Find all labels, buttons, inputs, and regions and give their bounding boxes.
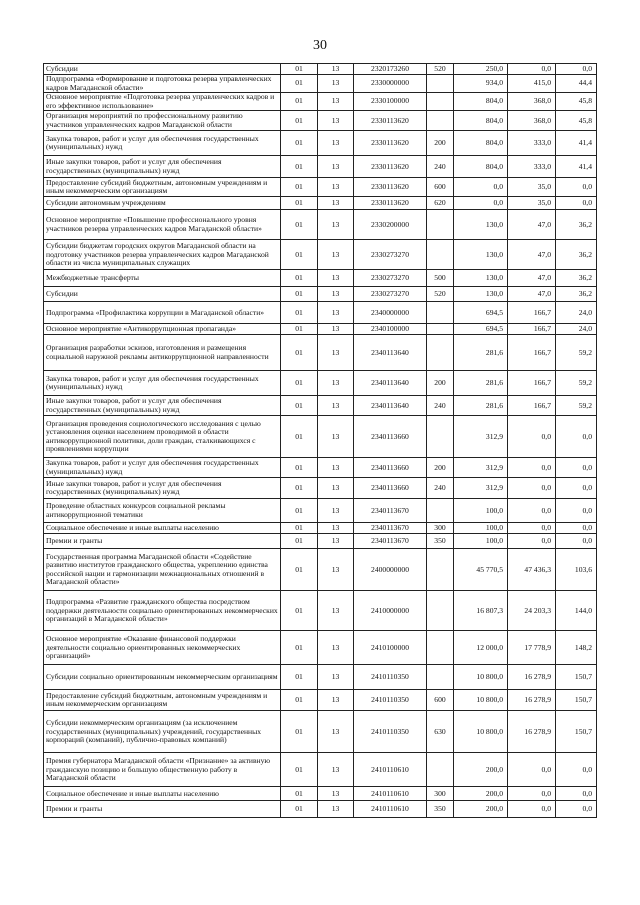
planned-amount: 100,0: [454, 534, 508, 549]
section-code: 01: [281, 711, 318, 753]
section-code: 01: [281, 665, 318, 690]
item-name: Государственная программа Магаданской области «Содействие развитию институтов гражданского общества, укреплению единства российской нации и гармонизации межнациональных отношений в Магаданской области»: [44, 549, 281, 591]
planned-amount: 10 800,0: [454, 690, 508, 711]
subsection-code: 13: [318, 178, 354, 197]
planned-amount: 312,9: [454, 416, 508, 458]
actual-amount: 0,0: [508, 787, 556, 801]
expense-type-code: 300: [427, 523, 454, 534]
section-code: 01: [281, 458, 318, 478]
expense-type-code: 350: [427, 801, 454, 818]
subsection-code: 13: [318, 324, 354, 335]
execution-percent: 150,7: [556, 665, 597, 690]
subsection-code: 13: [318, 156, 354, 178]
target-article-code: 2320173260: [354, 64, 427, 75]
table-row: [44, 324, 597, 335]
subsection-code: 13: [318, 371, 354, 396]
planned-amount: 130,0: [454, 270, 508, 287]
table-row: [44, 75, 597, 93]
table-row: [44, 131, 597, 156]
subsection-code: 13: [318, 93, 354, 111]
section-code: 01: [281, 499, 318, 523]
target-article-code: 2410110350: [354, 665, 427, 690]
actual-amount: 0,0: [508, 801, 556, 818]
execution-percent: 45,8: [556, 111, 597, 131]
item-name: Субсидии бюджетам городских округов Магаданской области на подготовку участников резерва управленческих кадров Магаданской области из числа муниципальных служащих: [44, 240, 281, 270]
target-article-code: 2330113620: [354, 178, 427, 197]
expense-type-code: 350: [427, 534, 454, 549]
section-code: 01: [281, 64, 318, 75]
section-code: 01: [281, 534, 318, 549]
execution-percent: 36,2: [556, 210, 597, 240]
actual-amount: 16 278,9: [508, 665, 556, 690]
expense-type-code: 500: [427, 270, 454, 287]
table-row: [44, 665, 597, 690]
subsection-code: 13: [318, 131, 354, 156]
item-name: Подпрограмма «Формирование и подготовка резерва управленческих кадров Магаданской области»: [44, 75, 281, 93]
table-row: [44, 458, 597, 478]
target-article-code: 2410110610: [354, 753, 427, 787]
planned-amount: 281,6: [454, 396, 508, 416]
actual-amount: 47,0: [508, 240, 556, 270]
subsection-code: 13: [318, 711, 354, 753]
table-row: [44, 523, 597, 534]
subsection-code: 13: [318, 801, 354, 818]
target-article-code: 2340113660: [354, 458, 427, 478]
item-name: Предоставление субсидий бюджетным, автономным учреждениям и иным некоммерческим организациям: [44, 178, 281, 197]
actual-amount: 47,0: [508, 270, 556, 287]
item-name: Премии и гранты: [44, 534, 281, 549]
subsection-code: 13: [318, 287, 354, 302]
expense-type-code: [427, 549, 454, 591]
expense-type-code: [427, 631, 454, 665]
planned-amount: 804,0: [454, 93, 508, 111]
planned-amount: 200,0: [454, 801, 508, 818]
actual-amount: 0,0: [508, 534, 556, 549]
execution-percent: 0,0: [556, 801, 597, 818]
subsection-code: 13: [318, 210, 354, 240]
item-name: Организация проведения социологического исследования с целью установления оценки населением проводимой в области антикоррупционной политики, доли граждан, сталкивающихся с проявлениями коррупции: [44, 416, 281, 458]
execution-percent: 0,0: [556, 197, 597, 210]
subsection-code: 13: [318, 75, 354, 93]
item-name: Предоставление субсидий бюджетным, автономным учреждениям и иным некоммерческим организациям: [44, 690, 281, 711]
expense-type-code: [427, 210, 454, 240]
target-article-code: 2410000000: [354, 591, 427, 631]
page-number: 30: [313, 38, 327, 53]
planned-amount: 200,0: [454, 787, 508, 801]
actual-amount: 0,0: [508, 753, 556, 787]
execution-percent: 103,6: [556, 549, 597, 591]
actual-amount: 16 278,9: [508, 690, 556, 711]
item-name: Закупка товаров, работ и услуг для обеспечения государственных (муниципальных) нужд: [44, 131, 281, 156]
section-code: 01: [281, 75, 318, 93]
section-code: 01: [281, 801, 318, 818]
actual-amount: 368,0: [508, 93, 556, 111]
item-name: Субсидии автономным учреждениям: [44, 197, 281, 210]
table-row: [44, 335, 597, 371]
actual-amount: 47,0: [508, 210, 556, 240]
section-code: 01: [281, 197, 318, 210]
subsection-code: 13: [318, 787, 354, 801]
actual-amount: 166,7: [508, 371, 556, 396]
target-article-code: 2340113670: [354, 523, 427, 534]
actual-amount: 0,0: [508, 499, 556, 523]
expense-type-code: [427, 302, 454, 324]
item-name: Основное мероприятие «Оказание финансовой поддержки деятельности социально ориентированных некоммерческих организаций»: [44, 631, 281, 665]
planned-amount: 804,0: [454, 156, 508, 178]
table-row: [44, 156, 597, 178]
section-code: 01: [281, 787, 318, 801]
section-code: 01: [281, 178, 318, 197]
table-row: [44, 690, 597, 711]
item-name: Закупка товаров, работ и услуг для обеспечения государственных (муниципальных) нужд: [44, 371, 281, 396]
planned-amount: 804,0: [454, 131, 508, 156]
execution-percent: 24,0: [556, 324, 597, 335]
expense-type-code: 520: [427, 287, 454, 302]
section-code: 01: [281, 210, 318, 240]
expense-type-code: [427, 335, 454, 371]
expense-type-code: [427, 93, 454, 111]
execution-percent: 36,2: [556, 240, 597, 270]
section-code: 01: [281, 371, 318, 396]
execution-percent: 41,4: [556, 131, 597, 156]
target-article-code: 2330113620: [354, 197, 427, 210]
item-name: Социальное обеспечение и иные выплаты населению: [44, 523, 281, 534]
expense-type-code: 200: [427, 371, 454, 396]
execution-percent: 0,0: [556, 178, 597, 197]
section-code: 01: [281, 324, 318, 335]
execution-percent: 0,0: [556, 787, 597, 801]
item-name: Субсидии некоммерческим организациям (за исключением государственных (муниципальных) учреждений, государственных корпораций (компаний), публично-правовых компаний): [44, 711, 281, 753]
execution-percent: 144,0: [556, 591, 597, 631]
table-row: [44, 111, 597, 131]
subsection-code: 13: [318, 591, 354, 631]
expense-type-code: [427, 111, 454, 131]
execution-percent: 0,0: [556, 534, 597, 549]
section-code: 01: [281, 93, 318, 111]
target-article-code: 2340100000: [354, 324, 427, 335]
subsection-code: 13: [318, 396, 354, 416]
item-name: Иные закупки товаров, работ и услуг для обеспечения государственных (муниципальных) нужд: [44, 478, 281, 499]
execution-percent: 0,0: [556, 753, 597, 787]
item-name: Субсидии социально ориентированным некоммерческим организациям: [44, 665, 281, 690]
section-code: 01: [281, 335, 318, 371]
target-article-code: 2330273270: [354, 240, 427, 270]
section-code: 01: [281, 416, 318, 458]
table-row: [44, 371, 597, 396]
table-row: [44, 549, 597, 591]
target-article-code: 2330100000: [354, 93, 427, 111]
item-name: Подпрограмма «Профилактика коррупции в Магаданской области»: [44, 302, 281, 324]
actual-amount: 0,0: [508, 458, 556, 478]
target-article-code: 2410110610: [354, 801, 427, 818]
expense-type-code: 300: [427, 787, 454, 801]
expense-type-code: 620: [427, 197, 454, 210]
subsection-code: 13: [318, 631, 354, 665]
execution-percent: 44,4: [556, 75, 597, 93]
item-name: Организация разработки эскизов, изготовления и размещения социальной наружной рекламы антикоррупционной направленности: [44, 335, 281, 371]
table-row: [44, 302, 597, 324]
actual-amount: 415,0: [508, 75, 556, 93]
execution-percent: 41,4: [556, 156, 597, 178]
target-article-code: 2410110350: [354, 690, 427, 711]
subsection-code: 13: [318, 335, 354, 371]
subsection-code: 13: [318, 416, 354, 458]
expense-type-code: 600: [427, 690, 454, 711]
planned-amount: 312,9: [454, 458, 508, 478]
target-article-code: 2330273270: [354, 270, 427, 287]
expense-type-code: 630: [427, 711, 454, 753]
subsection-code: 13: [318, 534, 354, 549]
target-article-code: 2340113640: [354, 335, 427, 371]
item-name: Премия губернатора Магаданской области «Признание» за активную гражданскую позицию и большую общественную работу в Магаданской области: [44, 753, 281, 787]
table-row: [44, 396, 597, 416]
execution-percent: 148,2: [556, 631, 597, 665]
expense-type-code: 200: [427, 131, 454, 156]
subsection-code: 13: [318, 478, 354, 499]
section-code: 01: [281, 270, 318, 287]
item-name: Межбюджетные трансферты: [44, 270, 281, 287]
actual-amount: 0,0: [508, 64, 556, 75]
target-article-code: 2340113640: [354, 396, 427, 416]
planned-amount: 0,0: [454, 178, 508, 197]
execution-percent: 0,0: [556, 64, 597, 75]
section-code: 01: [281, 396, 318, 416]
planned-amount: 130,0: [454, 287, 508, 302]
execution-percent: 0,0: [556, 478, 597, 499]
item-name: Социальное обеспечение и иные выплаты населению: [44, 787, 281, 801]
target-article-code: 2330273270: [354, 287, 427, 302]
expense-type-code: 600: [427, 178, 454, 197]
expense-type-code: [427, 75, 454, 93]
actual-amount: 35,0: [508, 197, 556, 210]
section-code: 01: [281, 240, 318, 270]
item-name: Субсидии: [44, 287, 281, 302]
table-body: [44, 64, 597, 818]
expense-type-code: 240: [427, 478, 454, 499]
item-name: Премии и гранты: [44, 801, 281, 818]
actual-amount: 166,7: [508, 335, 556, 371]
target-article-code: 2400000000: [354, 549, 427, 591]
actual-amount: 166,7: [508, 324, 556, 335]
target-article-code: 2340113670: [354, 534, 427, 549]
actual-amount: 47 436,3: [508, 549, 556, 591]
subsection-code: 13: [318, 270, 354, 287]
subsection-code: 13: [318, 240, 354, 270]
planned-amount: 250,0: [454, 64, 508, 75]
planned-amount: 100,0: [454, 523, 508, 534]
section-code: 01: [281, 302, 318, 324]
actual-amount: 0,0: [508, 416, 556, 458]
execution-percent: 59,2: [556, 335, 597, 371]
expense-type-code: 200: [427, 458, 454, 478]
target-article-code: 2330113620: [354, 156, 427, 178]
target-article-code: 2340113660: [354, 416, 427, 458]
expense-type-code: [427, 324, 454, 335]
table-row: [44, 93, 597, 111]
budget-table: [43, 63, 597, 818]
subsection-code: 13: [318, 523, 354, 534]
table-row: [44, 178, 597, 197]
expense-type-code: [427, 665, 454, 690]
planned-amount: 45 770,5: [454, 549, 508, 591]
subsection-code: 13: [318, 111, 354, 131]
section-code: 01: [281, 156, 318, 178]
subsection-code: 13: [318, 753, 354, 787]
section-code: 01: [281, 631, 318, 665]
item-name: Субсидии: [44, 64, 281, 75]
section-code: 01: [281, 549, 318, 591]
table-row: [44, 478, 597, 499]
planned-amount: 694,5: [454, 302, 508, 324]
item-name: Иные закупки товаров, работ и услуг для обеспечения государственных (муниципальных) нужд: [44, 396, 281, 416]
planned-amount: 12 000,0: [454, 631, 508, 665]
actual-amount: 333,0: [508, 156, 556, 178]
table-row: [44, 416, 597, 458]
table-row: [44, 64, 597, 75]
actual-amount: 16 278,9: [508, 711, 556, 753]
section-code: 01: [281, 753, 318, 787]
planned-amount: 804,0: [454, 111, 508, 131]
section-code: 01: [281, 111, 318, 131]
expense-type-code: 240: [427, 156, 454, 178]
actual-amount: 166,7: [508, 302, 556, 324]
table-row: [44, 787, 597, 801]
table-row: [44, 753, 597, 787]
actual-amount: 368,0: [508, 111, 556, 131]
section-code: 01: [281, 690, 318, 711]
target-article-code: 2340000000: [354, 302, 427, 324]
planned-amount: 10 800,0: [454, 665, 508, 690]
target-article-code: 2410100000: [354, 631, 427, 665]
expense-type-code: [427, 753, 454, 787]
execution-percent: 45,8: [556, 93, 597, 111]
expense-type-code: [427, 591, 454, 631]
expense-type-code: [427, 240, 454, 270]
target-article-code: 2330000000: [354, 75, 427, 93]
subsection-code: 13: [318, 197, 354, 210]
actual-amount: 166,7: [508, 396, 556, 416]
expense-type-code: 520: [427, 64, 454, 75]
table-row: [44, 287, 597, 302]
planned-amount: 0,0: [454, 197, 508, 210]
table-row: [44, 801, 597, 818]
target-article-code: 2330113620: [354, 111, 427, 131]
section-code: 01: [281, 478, 318, 499]
execution-percent: 0,0: [556, 458, 597, 478]
table-row: [44, 534, 597, 549]
table-row: [44, 240, 597, 270]
expense-type-code: [427, 416, 454, 458]
execution-percent: 59,2: [556, 396, 597, 416]
table-row: [44, 711, 597, 753]
subsection-code: 13: [318, 549, 354, 591]
planned-amount: 130,0: [454, 210, 508, 240]
execution-percent: 0,0: [556, 416, 597, 458]
expense-type-code: 240: [427, 396, 454, 416]
target-article-code: 2410110350: [354, 711, 427, 753]
planned-amount: 281,6: [454, 371, 508, 396]
section-code: 01: [281, 591, 318, 631]
planned-amount: 281,6: [454, 335, 508, 371]
section-code: 01: [281, 287, 318, 302]
actual-amount: 333,0: [508, 131, 556, 156]
item-name: Закупка товаров, работ и услуг для обеспечения государственных (муниципальных) нужд: [44, 458, 281, 478]
item-name: Организация мероприятий по профессиональному развитию участников управленческих кадров Магаданской области: [44, 111, 281, 131]
subsection-code: 13: [318, 458, 354, 478]
execution-percent: 36,2: [556, 270, 597, 287]
execution-percent: 24,0: [556, 302, 597, 324]
planned-amount: 10 800,0: [454, 711, 508, 753]
subsection-code: 13: [318, 302, 354, 324]
planned-amount: 16 807,3: [454, 591, 508, 631]
item-name: Основное мероприятие «Подготовка резерва управленческих кадров и его эффективное использование»: [44, 93, 281, 111]
target-article-code: 2330200000: [354, 210, 427, 240]
section-code: 01: [281, 131, 318, 156]
planned-amount: 130,0: [454, 240, 508, 270]
execution-percent: 36,2: [556, 287, 597, 302]
target-article-code: 2340113660: [354, 478, 427, 499]
table-row: [44, 270, 597, 287]
subsection-code: 13: [318, 690, 354, 711]
execution-percent: 59,2: [556, 371, 597, 396]
table-row: [44, 631, 597, 665]
planned-amount: 312,9: [454, 478, 508, 499]
item-name: Проведение областных конкурсов социальной рекламы антикоррупционной тематики: [44, 499, 281, 523]
table-row: [44, 197, 597, 210]
actual-amount: 0,0: [508, 523, 556, 534]
target-article-code: 2340113640: [354, 371, 427, 396]
planned-amount: 934,0: [454, 75, 508, 93]
planned-amount: 200,0: [454, 753, 508, 787]
actual-amount: 35,0: [508, 178, 556, 197]
execution-percent: 150,7: [556, 690, 597, 711]
item-name: Иные закупки товаров, работ и услуг для обеспечения государственных (муниципальных) нужд: [44, 156, 281, 178]
target-article-code: 2410110610: [354, 787, 427, 801]
planned-amount: 694,5: [454, 324, 508, 335]
table-row: [44, 210, 597, 240]
execution-percent: 0,0: [556, 499, 597, 523]
item-name: Подпрограмма «Развитие гражданского общества посредством поддержки деятельности социально ориентированных некоммерческих организаций в Магаданской области»: [44, 591, 281, 631]
item-name: Основное мероприятие «Антикоррупционная пропаганда»: [44, 324, 281, 335]
execution-percent: 150,7: [556, 711, 597, 753]
actual-amount: 47,0: [508, 287, 556, 302]
execution-percent: 0,0: [556, 523, 597, 534]
actual-amount: 17 778,9: [508, 631, 556, 665]
subsection-code: 13: [318, 665, 354, 690]
table-row: [44, 591, 597, 631]
subsection-code: 13: [318, 64, 354, 75]
actual-amount: 0,0: [508, 478, 556, 499]
target-article-code: 2330113620: [354, 131, 427, 156]
table-row: [44, 499, 597, 523]
planned-amount: 100,0: [454, 499, 508, 523]
subsection-code: 13: [318, 499, 354, 523]
expense-type-code: [427, 499, 454, 523]
section-code: 01: [281, 523, 318, 534]
actual-amount: 24 203,3: [508, 591, 556, 631]
item-name: Основное мероприятие «Повышение профессионального уровня участников резерва управленческих кадров Магаданской области»: [44, 210, 281, 240]
target-article-code: 2340113670: [354, 499, 427, 523]
